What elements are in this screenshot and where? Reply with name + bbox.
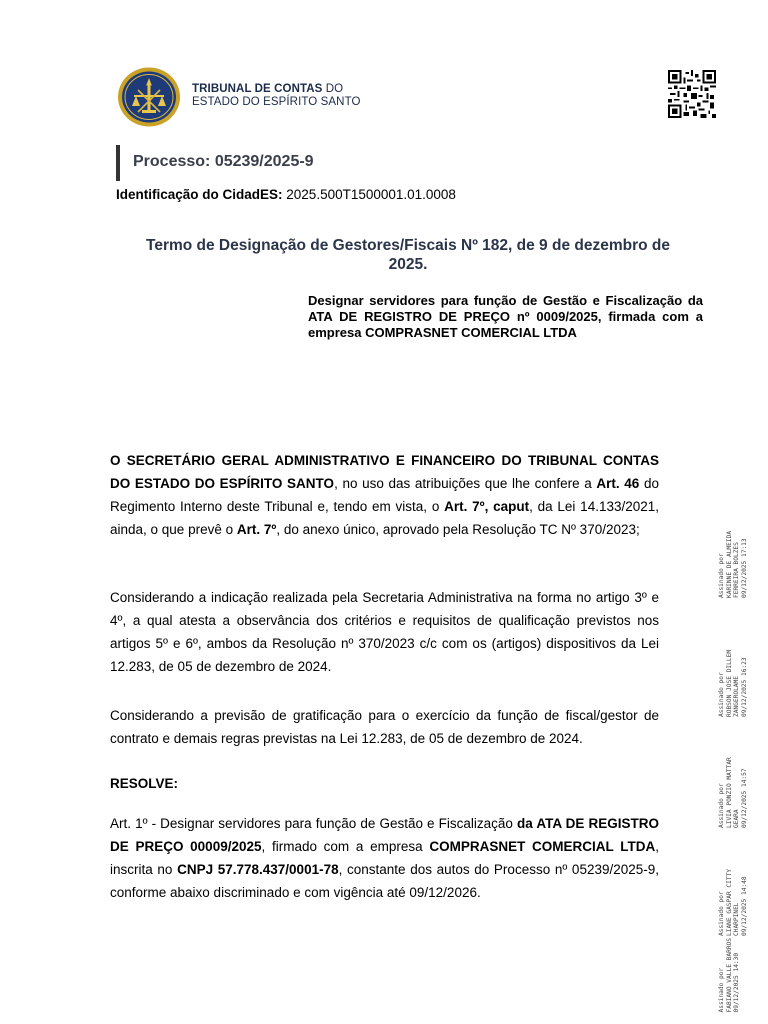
text-segment: do Regimento Interno deste Tribunal e, tendo em vista, o: [110, 476, 659, 514]
org-line2: ESTADO DO ESPÍRITO SANTO: [192, 96, 361, 108]
cnpj: CNPJ 57.778.437/0001-78: [177, 862, 339, 877]
coat-of-arms-seal-icon: [116, 66, 182, 128]
secretary-title: O SECRETÁRIO GERAL ADMINISTRATIVO E FINANCEIRO DO TRIBUNAL CONTAS DO ESTADO DO ESPÍRITO SANTO: [110, 453, 659, 491]
cidades-value: 2025.500T1500001.01.0008: [282, 187, 456, 202]
article-1-paragraph: [110, 812, 659, 904]
document-title: [118, 236, 698, 274]
org-line1: TRIBUNAL DE CONTAS: [192, 83, 323, 95]
signer-name-cont: CHARPINEL: [733, 902, 740, 936]
signer-name-cont: FERREIRA BOLZES: [733, 542, 740, 598]
org-line1-suffix: DO: [322, 83, 344, 95]
signer-name-cont: ZANGEROLAME: [733, 676, 740, 717]
text-segment: , da Lei 14.133/2021, ainda, o que prevê o: [110, 499, 660, 537]
signature-stamp: [718, 872, 758, 1012]
text-segment: , inscrita no: [110, 839, 659, 877]
organization-name: [192, 83, 361, 109]
signature-label: Assinado por: [718, 891, 725, 936]
resolve-heading: RESOLVE:: [110, 776, 179, 791]
signer-name: KARINNE DE ALMEIDA: [725, 530, 733, 598]
preamble-paragraph: [110, 449, 659, 541]
title-line2: 2025.: [388, 256, 428, 273]
signature-label: Assinado por: [718, 967, 725, 1012]
signature-label: Assinado por: [718, 783, 725, 828]
text-segment: , constante dos autos do Processo nº 05239/2025-9, conforme abaixo discriminado e com vigência até 09/12/2026.: [110, 862, 660, 900]
signer-name-cont: GEARA: [733, 809, 740, 828]
ata-reference: da ATA DE REGISTRO DE PREÇO 00009/2025: [110, 816, 659, 854]
signature-date: 09/12/2025 14:30: [733, 952, 740, 1012]
signer-name: LIANE GASPAR CITTY: [725, 868, 733, 936]
signer-name: FABIANO VALLE BARROS: [725, 937, 733, 1012]
signer-name: ROBSON JOSE DILLEM: [725, 649, 733, 717]
signature-label: Assinado por: [718, 553, 725, 598]
considering-paragraph-1: Considerando a indicação realizada pela Secretaria Administrativa na forma no artigo 3º e 4º, a qual atesta a observância dos critérios e requisitos de qualificação previstos nos artigos 5º e 6º, ambos da Resolução nº 370/2023 c/c com os (artigos) dispositivos da Lei 12.283, de 05 de dezembro de 2024.: [110, 590, 659, 674]
text-segment: , firmado com a empresa: [261, 839, 430, 854]
cidades-identification: [116, 187, 456, 202]
signature-label: Assinado por: [718, 672, 725, 717]
signer-name: LIVIA PONZIO MATTAR: [725, 757, 733, 828]
summary-ementa: Designar servidores para função de Gestão e Fiscalização da ATA DE REGISTRO DE PREÇO nº 0009/2025, firmada com a empresa COMPRASNET COMERCIAL LTDA: [308, 293, 703, 340]
title-line1: Termo de Designação de Gestores/Fiscais Nº 182, de 9 de dezembro de: [146, 237, 670, 254]
text-segment: , do anexo único, aprovado pela Resolução TC Nº 370/2023;: [276, 522, 640, 537]
company-name: COMPRASNET COMERCIAL LTDA: [429, 839, 656, 854]
signature-date: 09/12/2025 16:23: [740, 657, 748, 717]
text-segment: Art. 1º - Designar servidores para função de Gestão e Fiscalização: [110, 816, 517, 831]
article-ref: Art. 46: [596, 476, 640, 491]
qr-code-icon[interactable]: [668, 70, 716, 118]
cidades-label: Identificação do CidadES:: [116, 187, 283, 202]
text-segment: , no uso das atribuições que lhe confere a: [334, 476, 597, 491]
signature-date: 09/12/2025 14:48: [740, 876, 748, 936]
process-number: Processo: 05239/2025-9: [133, 153, 314, 170]
article-ref: Art. 7º: [236, 522, 277, 537]
signature-date: 09/12/2025 14:57: [740, 768, 748, 828]
article-ref: Art. 7º, caput: [444, 499, 530, 514]
process-accent-bar: [116, 145, 120, 181]
considering-paragraph-2: Considerando a previsão de gratificação para o exercício da função de fiscal/gestor de contrato e demais regras previstas na Lei 12.283, de 05 de dezembro de 2024.: [110, 708, 659, 746]
document-header: [116, 66, 376, 130]
signature-date: 09/12/2025 17:13: [740, 538, 748, 598]
